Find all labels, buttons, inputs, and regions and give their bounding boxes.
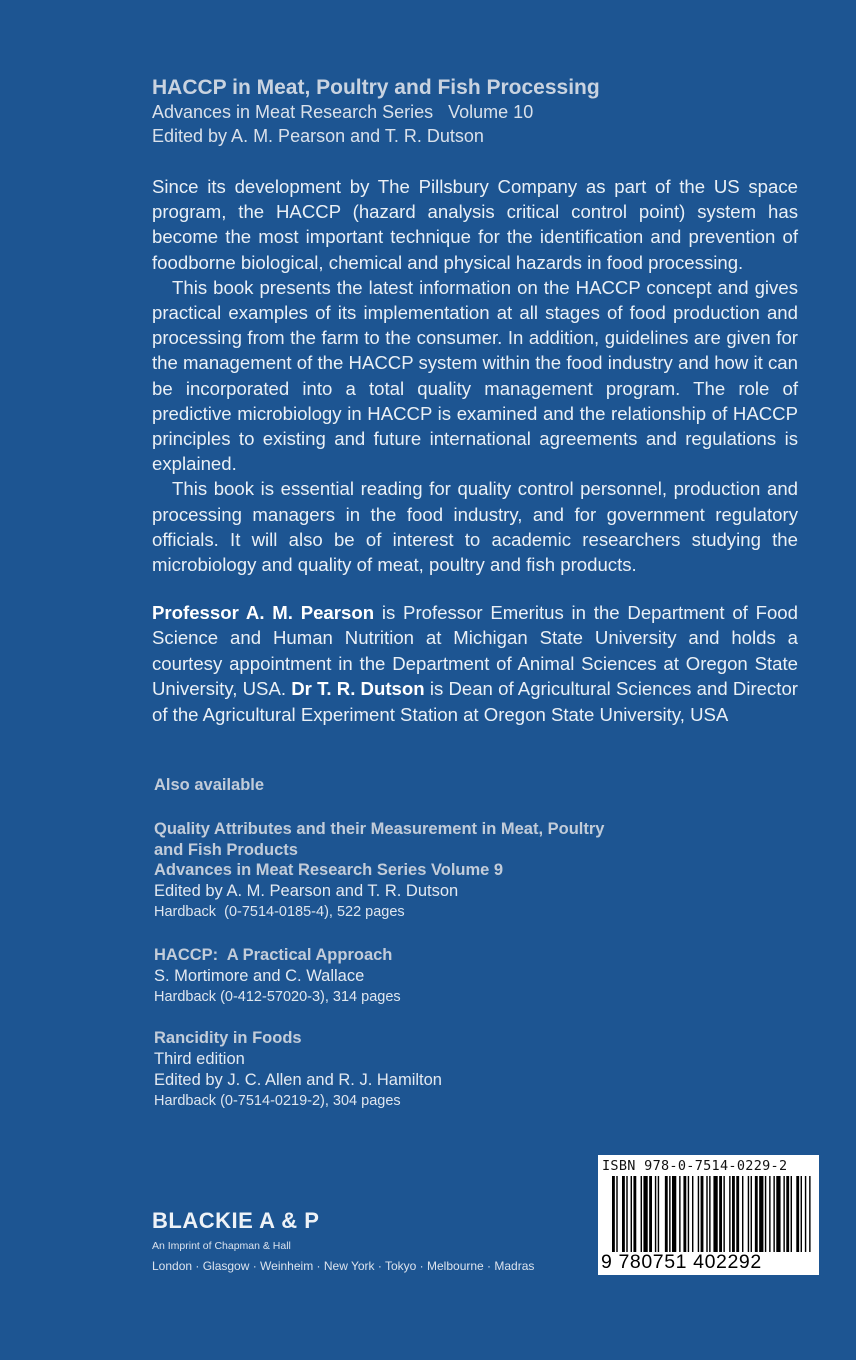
barcode-bar <box>641 1176 642 1252</box>
barcode-bar <box>773 1176 774 1252</box>
barcode-bar <box>786 1176 789 1252</box>
barcode-bar <box>665 1176 668 1252</box>
author2-name: Dr T. R. Dutson <box>291 678 425 700</box>
book-header <box>152 76 812 148</box>
barcode-bar <box>692 1176 693 1252</box>
barcode-bar <box>732 1176 735 1252</box>
publisher-cities: London · Glasgow · Weinheim · New York · Tokyo · Melbourne · Madras <box>152 1259 535 1273</box>
author1-name: Professor A. M. Pearson <box>152 602 375 623</box>
book-description <box>152 174 798 577</box>
barcode-bar <box>742 1176 743 1252</box>
editors-line: Edited by A. M. Pearson and T. R. Dutson <box>152 126 484 146</box>
barcode-bar <box>755 1176 758 1252</box>
publisher-imprint: An Imprint of Chapman & Hall <box>152 1240 291 1252</box>
barcode-bar <box>658 1176 659 1252</box>
related-book-title: Rancidity in Foods <box>154 1029 302 1047</box>
barcode-bar <box>701 1176 704 1252</box>
barcode-bar <box>672 1176 676 1252</box>
barcode-bar <box>748 1176 749 1252</box>
barcode-bar <box>809 1176 810 1252</box>
related-book-authors: S. Mortimore and C. Wallace <box>154 966 365 985</box>
barcode-bar <box>612 1176 615 1252</box>
related-book-edition: Third edition <box>154 1049 245 1068</box>
barcode-bar <box>706 1176 707 1252</box>
related-book-editors: Edited by A. M. Pearson and T. R. Dutson <box>154 881 459 900</box>
related-book <box>154 819 714 923</box>
related-book-series: Advances in Meat Research Series Volume 9 <box>154 861 504 879</box>
series-line: Advances in Meat Research Series Volume 10 <box>152 102 534 122</box>
barcode-bar <box>723 1176 724 1252</box>
barcode-bar <box>622 1176 625 1252</box>
description-paragraph: This book is essential reading for quality control personnel, production and processing managers in the food industry, and for government regulatory officials. It will also be of interest to academic researchers studying the microbiology and quality of meat, poultry and fish products. <box>152 478 798 576</box>
related-book-editors: Edited by J. C. Allen and R. J. Hamilton <box>154 1070 442 1089</box>
author2-bio: is Dean of Agricultural Sciences and Director of the Agricultural Experiment Station at Oregon State University, USA <box>152 678 798 725</box>
barcode-bar <box>683 1176 686 1252</box>
publisher-block <box>152 1208 319 1252</box>
related-book-format: Hardback (0-7514-0185-4), 522 pages <box>154 903 405 920</box>
barcode-bar <box>769 1176 770 1252</box>
author-bios <box>152 600 798 727</box>
barcode-bar <box>713 1176 717 1252</box>
barcode-bar <box>783 1176 784 1252</box>
barcode-bar <box>633 1176 636 1252</box>
barcode-bar <box>698 1176 699 1252</box>
barcode-bar <box>736 1176 739 1252</box>
barcode-bar <box>709 1176 710 1252</box>
description-paragraph: Since its development by The Pillsbury Company as part of the US space program, the HACCP (hazard analysis critical control point) system has become the most important technique for the identification and prevention of foodborne biological, chemical and physical hazards in food processing. <box>152 176 798 273</box>
isbn-barcode <box>598 1155 819 1275</box>
barcode-bar <box>805 1176 806 1252</box>
related-book <box>154 1028 714 1112</box>
related-book-title: HACCP: A Practical Approach <box>154 946 393 964</box>
barcode-bar <box>791 1176 792 1252</box>
barcode-bar <box>801 1176 802 1252</box>
related-book-format: Hardback (0-7514-0219-2), 304 pages <box>154 1092 401 1109</box>
barcode-digits: 9 780751 402292 <box>601 1251 762 1273</box>
also-available-heading: Also available <box>154 776 265 794</box>
barcode-bar <box>765 1176 766 1252</box>
barcode-bar <box>759 1176 763 1252</box>
author-bio-paragraph <box>152 600 798 727</box>
related-book-title-cont: and Fish Products <box>154 840 298 859</box>
barcode-bar <box>776 1176 780 1252</box>
barcode-bar <box>688 1176 689 1252</box>
barcode-bar <box>679 1176 680 1252</box>
barcode-bar <box>616 1176 617 1252</box>
barcode-bars <box>612 1176 812 1252</box>
barcode-bar <box>796 1176 799 1252</box>
barcode-bar <box>751 1176 752 1252</box>
barcode-bar <box>669 1176 670 1252</box>
barcode-bar <box>655 1176 656 1252</box>
related-book <box>154 945 714 1008</box>
description-paragraph: This book presents the latest information on the HACCP concept and gives practical examples of its implementation at all stages of food production and processing from the farm to the consumer. In addition, guidelines are given for the management of the HACCP system within the food industry and how it can be incorporated into a total quality management program. The role of predictive microbiology in HACCP is examined and the relationship of HACCP principles to existing and future international agreements and regulations is explained. <box>152 276 798 475</box>
barcode-bar <box>649 1176 652 1252</box>
related-book-title: Quality Attributes and their Measurement in Meat, Poultry <box>154 820 605 838</box>
related-book-format: Hardback (0-412-57020-3), 314 pages <box>154 988 401 1005</box>
isbn-label: ISBN 978-0-7514-0229-2 <box>602 1158 788 1174</box>
barcode-bar <box>631 1176 632 1252</box>
barcode-bar <box>643 1176 647 1252</box>
publisher-logo: BLACKIE A & P <box>152 1208 320 1233</box>
barcode-bar <box>626 1176 627 1252</box>
barcode-bar <box>719 1176 722 1252</box>
book-title: HACCP in Meat, Poultry and Fish Processing <box>152 76 600 99</box>
barcode-bar <box>729 1176 730 1252</box>
author1-bio: is Professor Emeritus in the Department of Food Science and Human Nutrition at Michigan State University and holds a courtesy appointment in the Department of Animal Sciences at Oregon State University, USA. <box>152 602 798 700</box>
